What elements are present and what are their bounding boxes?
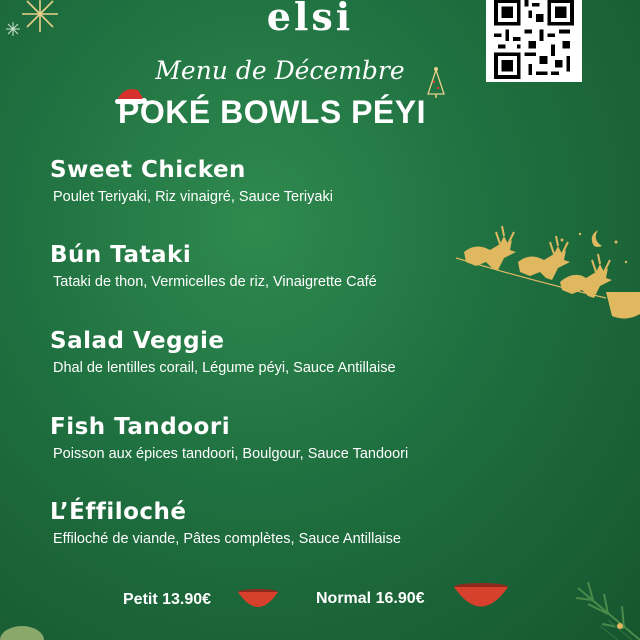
item-description: Dhal de lentilles corail, Légume péyi, Sauce Antillaise bbox=[53, 360, 396, 376]
bowl-icon bbox=[452, 582, 510, 614]
item-description: Poulet Teriyaki, Riz vinaigré, Sauce Teriyaki bbox=[53, 189, 333, 205]
snowflake-icon bbox=[6, 22, 20, 36]
reindeer-sleigh-icon bbox=[456, 222, 640, 334]
brand-logo: elsi bbox=[266, 0, 354, 39]
menu-title: POKÉ BOWLS PÉYI bbox=[118, 94, 426, 130]
menu-item-effiloche bbox=[50, 499, 401, 547]
menu-item-bun-tataki bbox=[50, 242, 377, 290]
menu-item-fish-tandoori bbox=[50, 414, 408, 462]
item-description: Tataki de thon, Vermicelles de riz, Vinaigrette Café bbox=[53, 274, 377, 290]
item-name: Salad Veggie bbox=[50, 328, 225, 354]
item-description: Poisson aux épices tandoori, Boulgour, Sauce Tandoori bbox=[53, 446, 409, 462]
item-name: Fish Tandoori bbox=[50, 414, 231, 440]
item-description: Effiloché de viande, Pâtes complètes, Sauce Antillaise bbox=[53, 531, 401, 547]
price-normal: Normal 16.90€ bbox=[316, 590, 425, 607]
menu-item-salad-veggie bbox=[50, 328, 396, 376]
price-petit: Petit 13.90€ bbox=[123, 591, 212, 608]
item-name: Bún Tataki bbox=[50, 242, 192, 268]
ornament-icon bbox=[0, 620, 46, 640]
bowl-icon bbox=[236, 588, 280, 612]
snowflake-icon bbox=[20, 0, 60, 34]
item-name: Sweet Chicken bbox=[50, 157, 246, 183]
pine-branch-icon bbox=[548, 548, 640, 640]
menu-subtitle: Menu de Décembre bbox=[155, 56, 405, 85]
menu-item-sweet-chicken bbox=[50, 157, 333, 205]
christmas-tree-icon bbox=[426, 66, 446, 98]
item-name: L’Éffiloché bbox=[50, 499, 187, 525]
